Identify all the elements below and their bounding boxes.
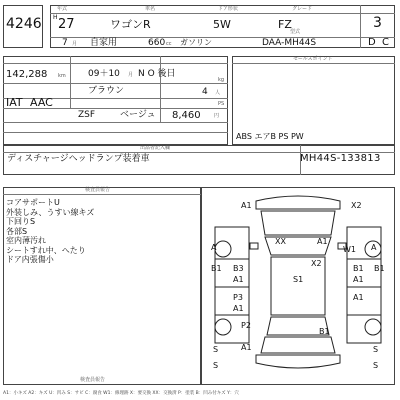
color-code: ZSF <box>78 110 96 120</box>
damage-label: A1 <box>317 237 328 246</box>
inspector-note: シートすれ中、へたり <box>6 245 86 255</box>
registration-month: 7 <box>62 38 68 48</box>
inspector-notes <box>6 198 94 265</box>
damage-label: A1 <box>233 275 244 284</box>
model-code: DAA-MH44S <box>262 38 317 48</box>
kg-unit: kg <box>218 77 225 83</box>
era-mark: H <box>53 14 58 21</box>
model-year: 27 <box>58 17 75 32</box>
mileage: 142,288 <box>6 69 48 80</box>
damage-label: P2 <box>241 321 251 330</box>
caption-year: 年式 <box>57 6 68 12</box>
air-conditioning: AAC <box>30 96 53 109</box>
inspector-note: コアサポートU <box>6 198 60 207</box>
damage-label: X2 <box>351 201 362 210</box>
lot-number: 4246 <box>6 16 42 32</box>
model-name: ワゴンR <box>110 18 151 31</box>
caption-model-code: 型式 <box>290 29 301 35</box>
equipment-ps: PS <box>278 132 289 141</box>
shaken-date: 09＋10 <box>88 69 120 79</box>
damage-label: S <box>373 361 379 370</box>
interior-color: ベージュ <box>120 110 156 120</box>
equipment-abs: ABS <box>236 132 252 141</box>
damage-label: A1 <box>353 293 364 302</box>
displacement: 660 <box>148 38 166 48</box>
month-unit: 月 <box>72 41 78 47</box>
diagram-labels <box>201 187 395 385</box>
recycle-fee: 8,460 <box>172 110 201 121</box>
fuel-type: ガソリン <box>180 38 212 47</box>
caption-doors: ドア形状 <box>218 6 238 12</box>
damage-label: S <box>213 361 219 370</box>
grade: FZ <box>278 18 292 31</box>
footer-legend: A1：小キズ A2：キズ U：凹み S：サビ C：腐食 W1：修理跡 X：要交換 XX：交換済 P：塗装 B：凹み付キズ Y：穴 <box>3 391 239 396</box>
damage-label: B1 <box>319 327 330 336</box>
seat-count: 4 <box>202 87 208 97</box>
damage-label: A <box>211 243 217 252</box>
footer-title: 検査員報告 <box>80 377 106 383</box>
equipment-airbag: エアB <box>254 132 276 141</box>
transmission: IAT <box>6 96 23 109</box>
inspector-note: 各部S <box>6 226 28 236</box>
inspector-note: 外装しみ、うすい線キズ <box>6 207 95 217</box>
body-color: ブラウン <box>88 86 125 96</box>
damage-label: P3 <box>233 293 243 302</box>
exterior-grade: C <box>382 37 389 48</box>
door-type: 5W <box>213 18 231 31</box>
displacement-unit: cc <box>166 41 172 47</box>
mileage-unit: km <box>58 73 66 79</box>
sales-point-title: セールスポイント <box>293 56 333 62</box>
inspector-note: ドア内張傷小 <box>6 255 54 264</box>
overall-score: 3 <box>373 15 382 31</box>
equipment-list <box>236 131 304 142</box>
equipment-pw: PW <box>290 132 304 141</box>
damage-label: B1 <box>353 264 364 273</box>
damage-label: XX <box>275 237 286 246</box>
shaken-after: N O 後日 <box>138 69 176 79</box>
damage-label: A1 <box>241 343 252 352</box>
damage-label: B3 <box>233 264 244 273</box>
caption-model: 車名 <box>145 6 156 12</box>
notes-text: ディスチャージヘッドランプ装着車 <box>7 154 150 164</box>
damage-label: B1 <box>374 264 385 273</box>
caption-grade: グレード <box>292 6 313 12</box>
notes-title: 出品者記入欄 <box>140 145 171 151</box>
damage-label: W1 <box>343 245 356 254</box>
damage-label: X2 <box>311 259 322 268</box>
damage-label: A1 <box>233 304 244 313</box>
inspector-note: 下回りS <box>6 217 36 226</box>
damage-label: A <box>371 243 377 252</box>
shaken-unit: 月 <box>128 72 134 78</box>
damage-label: B1 <box>211 264 222 273</box>
seat-unit: 人 <box>215 90 221 96</box>
ps-unit: PS <box>218 101 225 107</box>
damage-label: S <box>373 345 379 354</box>
interior-grade: D <box>368 37 376 48</box>
damage-label: A1 <box>353 275 364 284</box>
damage-label: S1 <box>293 275 304 284</box>
inspector-title: 検査員報告 <box>85 187 111 193</box>
damage-label: A1 <box>241 201 252 210</box>
recycle-unit: 円 <box>214 113 220 119</box>
inspector-note: 室内薄汚れ <box>6 236 46 245</box>
chassis-number: MH44S-133813 <box>300 153 381 164</box>
damage-label: S <box>213 345 219 354</box>
usage: 自家用 <box>90 38 118 48</box>
